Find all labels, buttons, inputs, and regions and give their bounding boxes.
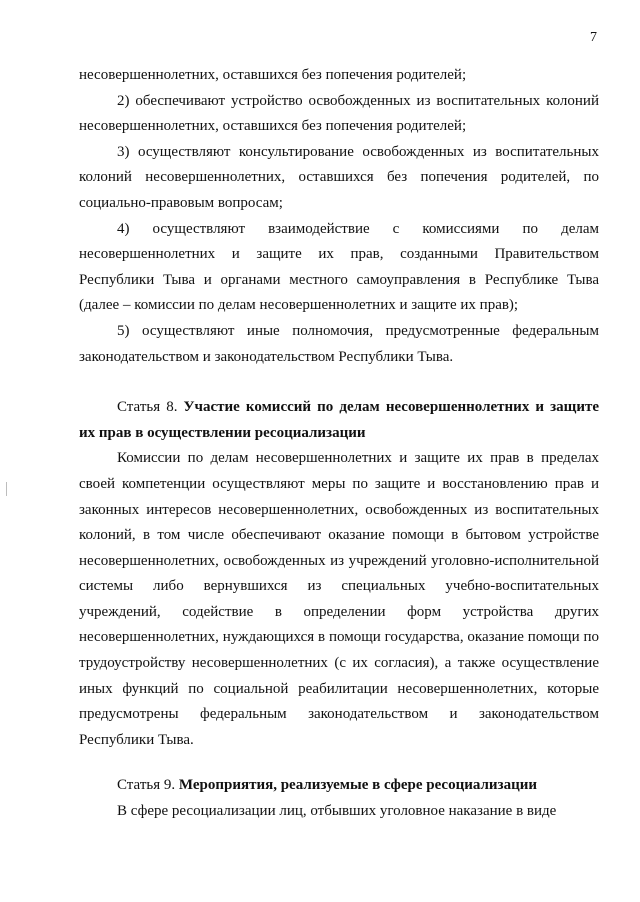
article-9-body: В сфере ресоциализации лиц, отбывших уголовное наказание в виде [117, 803, 557, 820]
paragraph-item-5: 5) осуществляют иные полномочия, предусмотренные федеральным законодательством и законодательством Республики Тыва. [79, 322, 599, 365]
article-8-body: Комиссии по делам несовершеннолетних и защите их прав в пределах своей компетенции осуществляют меры по защите и восстановлению прав и законных интересов несовершеннолетних, освобожденных из воспитательных колоний, в том числе обеспечивают оказание помощи в бытовом устройстве несовершеннолетних, освобожденных из учреждений уголовно-исполнительной системы либо вернувшихся из специальных учебно-воспитательных учреждений, содействие в определении форм устройства других несовершеннолетних, нуждающихся в помощи государства, оказание помощи по трудоустройству несовершеннолетних (с их согласия), а также осуществление иных функций по социальной реабилитации несовершеннолетних, которые предусмотрены федеральным законодательством и законодательством Республики Тыва. [79, 450, 599, 748]
paragraph-item-4: 4) осуществляют взаимодействие с комиссиями по делам несовершеннолетних и защите их прав, созданными Правительством Республики Тыва и органами местного самоуправления в Республике Тыва (далее – комиссии по делам несовершеннолетних и защите их прав); [79, 220, 599, 314]
document-body [79, 63, 599, 825]
article-9-heading [79, 773, 599, 799]
paragraph-continuation: несовершеннолетних, оставшихся без попечения родителей; [79, 67, 467, 83]
scan-mark [6, 482, 7, 496]
article-8-heading [79, 395, 599, 446]
article-8-title: Участие комиссий по делам несовершеннолетних и защите их прав в осуществлении ресоциализации [79, 399, 599, 441]
article-9-label: Статья 9. [117, 777, 176, 794]
article-9-title: Мероприятия, реализуемые в сфере ресоциализации [178, 777, 538, 794]
paragraph-item-2: 2) обеспечивают устройство освобожденных из воспитательных колоний несовершеннолетних, оставшихся без попечения родителей; [79, 92, 599, 135]
paragraph-item-3: 3) осуществляют консультирование освобожденных из воспитательных колоний несовершеннолетних, оставшихся без попечения родителей, по социально-правовым вопросам; [79, 143, 599, 211]
page-number: 7 [590, 30, 597, 45]
article-8-label: Статья 8. [117, 399, 178, 416]
